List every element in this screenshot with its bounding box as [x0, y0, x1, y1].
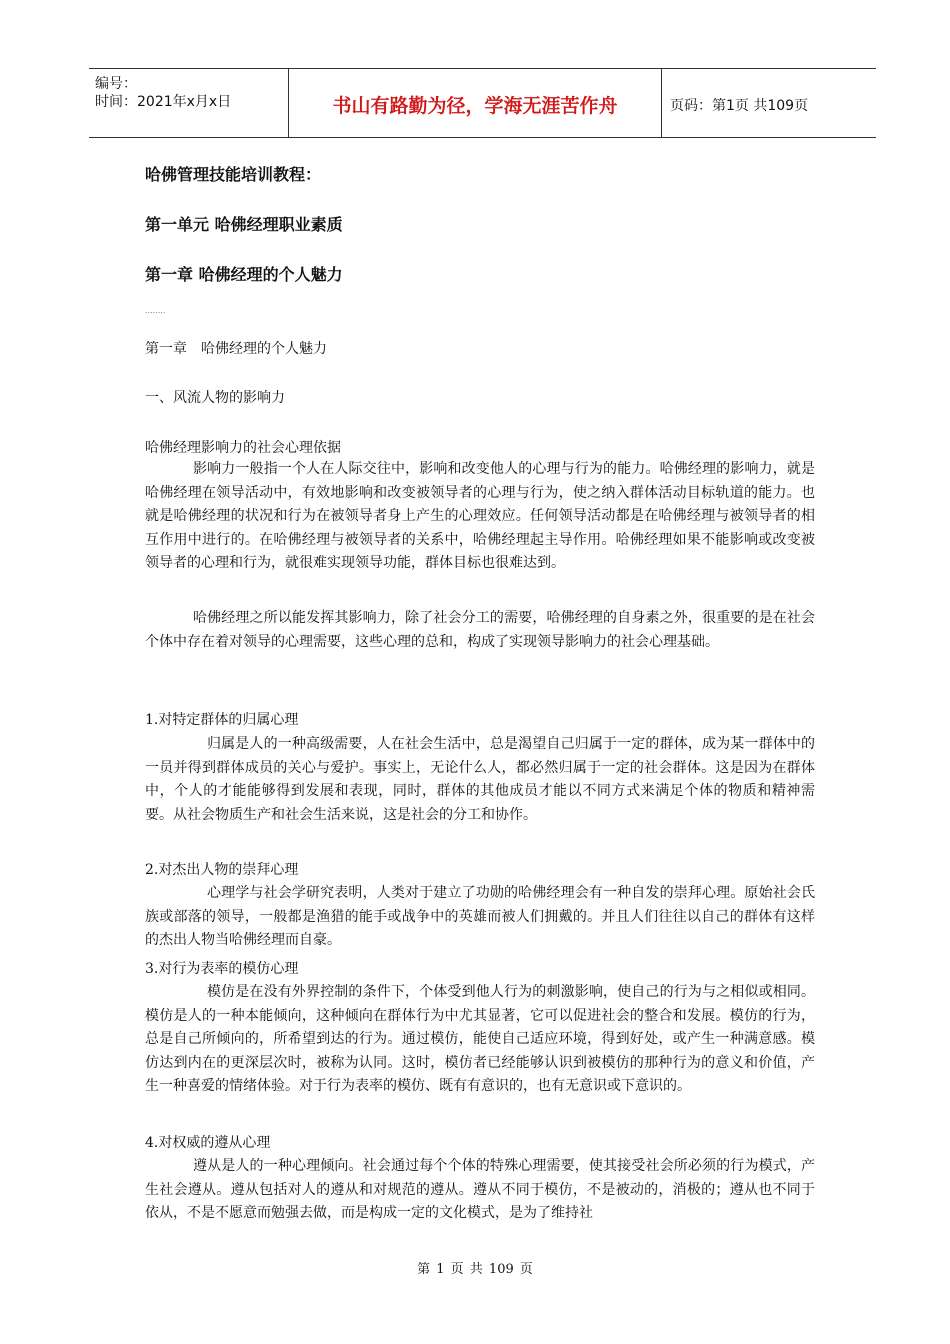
dots-marker: ........ — [145, 306, 166, 315]
chapter-title: 第一章 哈佛经理的个人魅力 — [145, 265, 343, 284]
item-heading: 4.对权威的遵从心理 — [145, 1135, 271, 1151]
header-table — [89, 68, 876, 138]
subsection-heading: 哈佛经理影响力的社会心理依据 — [145, 440, 341, 456]
header-page-cell — [662, 69, 876, 137]
page-footer: 第 1 页 共 109 页 — [417, 1262, 533, 1277]
paragraph: 模仿是在没有外界控制的条件下，个体受到他人行为的刺激影响，使自己的行为与之相似或相同。模仿是人的一种本能倾向，这种倾向在群体行为中尤其显著，它可以促进社会的整合和发展。模仿的行为，总是自己所倾向的，所希望到达的行为。通过模仿，能使自己适应环境，得到好处，或产生一种满意感。模仿达到内在的更深层次时，被称为认同。这时，模仿者已经能够认识到被模仿的那种行为的意义和价值，产生一种喜爱的情绪体验。对于行为表率的模仿、既有有意识的，也有无意识或下意识的。 — [145, 984, 815, 1095]
paragraph: 遵从是人的一种心理倾向。社会通过每个个体的特殊心理需要，使其接受社会所必须的行为模式，产生社会遵从。遵从包括对人的遵从和对规范的遵从。遵从不同于模仿，不是被动的，消极的；遵从也不同于依从，不是不愿意而勉强去做，而是构成一定的文化模式，是为了维持社 — [145, 1158, 815, 1222]
paragraph: 归属是人的一种高级需要，人在社会生活中，总是渴望自己归属于一定的群体，成为某一群体中的一员并得到群体成员的关心与爱护。事实上，无论什么人，都必然归属于一定的社会群体。这是因为在群体中，个人的才能能够得到发展和表现，同时，群体的其他成员才能以不同方式来满足个体的物质和精神需要。从社会物质生产和社会生活来说，这是社会的分工和协作。 — [145, 736, 815, 823]
number-label: 编号： — [95, 76, 137, 92]
item-heading: 3.对行为表率的模仿心理 — [145, 961, 299, 977]
paragraph: 影响力一般指一个人在人际交往中，影响和改变他人的心理与行为的能力。哈佛经理的影响力，就是哈佛经理在领导活动中，有效地影响和改变被领导者的心理与行为，使之纳入群体活动目标轨道的能力。也就是哈佛经理的状况和行为在被领导者身上产生的心理效应。任何领导活动都是在哈佛经理与被领导者的相互作用中进行的。在哈佛经理与被领导者的关系中，哈佛经理起主导作用。哈佛经理如果不能影响或改变被领导者的心理和行为，就很难实现领导功能，群体目标也很难达到。 — [145, 461, 815, 572]
header-info-cell — [89, 69, 289, 137]
item-heading: 1.对特定群体的归属心理 — [145, 712, 299, 728]
paragraph: 哈佛经理之所以能发挥其影响力，除了社会分工的需要，哈佛经理的自身素之外，很重要的是在社会个体中存在着对领导的心理需要，这些心理的总和，构成了实现领导影响力的社会心理基础。 — [145, 610, 815, 650]
page-number-label: 页码：第1页 共109页 — [670, 98, 809, 114]
section-heading: 一、风流人物的影响力 — [145, 390, 285, 406]
course-title: 哈佛管理技能培训教程： — [145, 165, 322, 184]
paragraph: 心理学与社会学研究表明，人类对于建立了功勋的哈佛经理会有一种自发的崇拜心理。原始社会氏族或部落的领导，一般都是渔猎的能手或战争中的英雄而被人们拥戴的。并且人们往往以自己的群体有这样的杰出人物当哈佛经理而自豪。 — [145, 885, 815, 949]
header-motto-cell — [289, 69, 662, 137]
item-heading: 2.对杰出人物的崇拜心理 — [145, 862, 299, 878]
chapter-line: 第一章 哈佛经理的个人魅力 — [145, 341, 327, 357]
unit-title: 第一单元 哈佛经理职业素质 — [145, 215, 343, 234]
motto: 书山有路勤为径，学海无涯苦作舟 — [332, 95, 618, 117]
time-label: 时间：2021年x月x日 — [95, 94, 232, 110]
